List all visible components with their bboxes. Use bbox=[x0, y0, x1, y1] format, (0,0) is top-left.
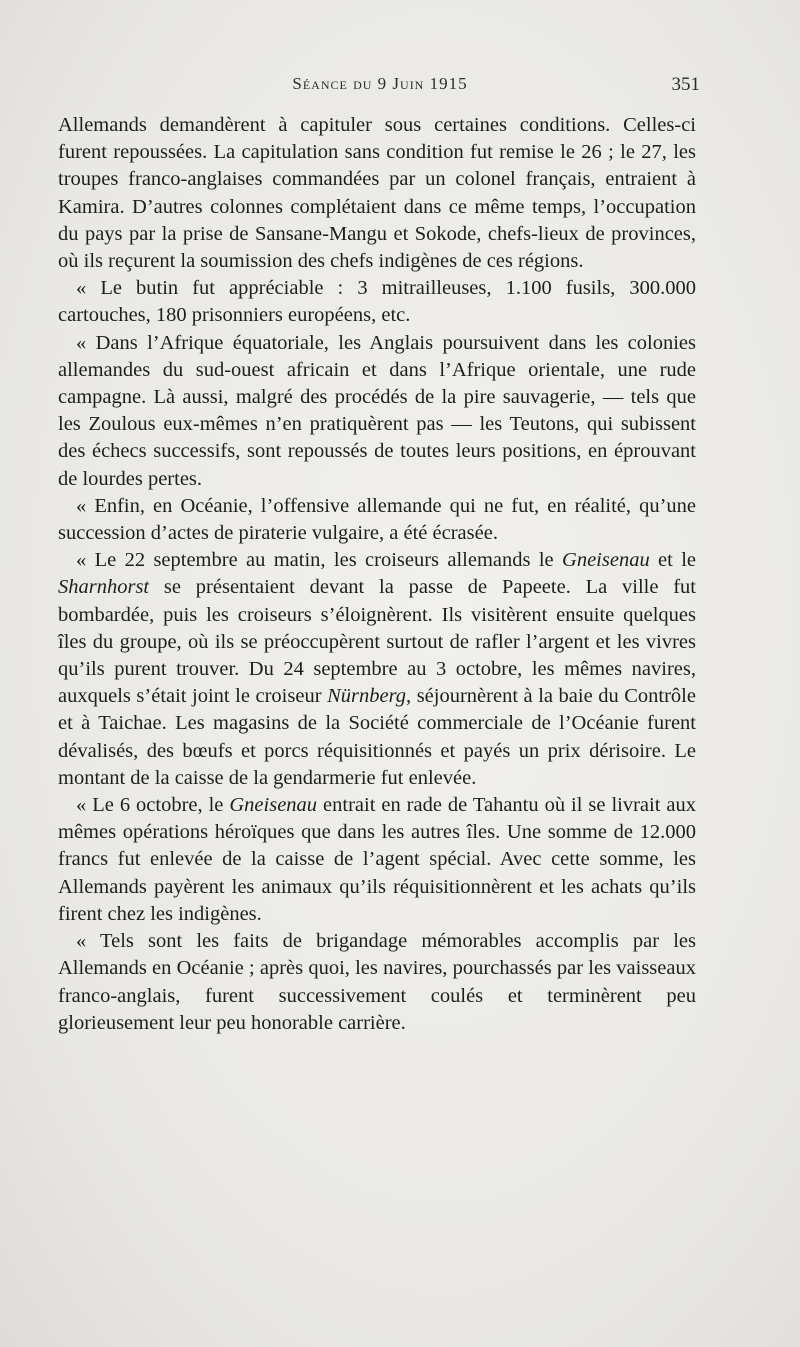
text-run: « Le 22 septembre au matin, les croiseurs allemands le bbox=[76, 549, 563, 572]
ship-name: Sharnhorst bbox=[58, 576, 150, 599]
paragraph bbox=[58, 928, 696, 1037]
page-number: 351 bbox=[671, 74, 700, 95]
text-run: « Le 6 octobre, le bbox=[76, 794, 230, 817]
running-title: Séance du 9 Juin 1915 bbox=[292, 74, 468, 93]
ship-name: Gneisenau bbox=[229, 794, 318, 817]
text-run: , séjournèrent à la baie du Contrôle et à Taichae. Les magasins de la Société commerciale de l’Océanie furent dévalisés, des bœufs et porcs réquisitionnés et payés un prix dérisoire. Le montant de la caisse de la gendarmerie fut enlevée. bbox=[58, 685, 696, 789]
paragraph bbox=[58, 275, 696, 329]
text-run: « Enfin, en Océanie, l’offensive allemande qui ne fut, en réalité, qu’une succession d’actes de piraterie vulgaire, a été écrasée. bbox=[58, 494, 696, 545]
paragraph bbox=[58, 112, 696, 275]
text-run: se présentaient devant la passe de Papeete. La ville fut bombardée, puis les croiseurs s’éloignèrent. Ils visitèrent ensuite quelques îles du groupe, où ils se préoccupèrent surtout de rafler l’argent et les vivres qu’ils purent trouver. Du 24 septembre au 3 octobre, les mêmes navires, auxquels s’était joint le croiseur bbox=[58, 576, 696, 708]
paragraph bbox=[58, 547, 696, 792]
page-header bbox=[60, 74, 700, 104]
text-run: et le bbox=[649, 549, 697, 572]
ship-name: Nürnberg bbox=[327, 685, 407, 708]
body-text bbox=[58, 112, 696, 1037]
text-run: entrait en rade de Tahantu où il se livrait aux mêmes opérations héroïques que dans les autres îles. Une somme de 12.000 francs fut enlevée de la caisse de l’agent spécial. Avec cette somme, les Allemands payèrent les animaux qu’ils réquisitionnèrent et les achats qu’ils firent chez les indigènes. bbox=[58, 794, 696, 925]
paragraph bbox=[58, 330, 696, 493]
paragraph bbox=[58, 493, 696, 547]
paragraph bbox=[58, 792, 696, 928]
text-run: « Le butin fut appréciable : 3 mitrailleuses, 1.100 fusils, 300.000 cartouches, 180 prisonniers européens, etc. bbox=[58, 277, 696, 327]
text-run: Allemands demandèrent à capituler sous certaines conditions. Celles-ci furent repoussées. La capitulation sans condition fut remise le 26 ; le 27, les troupes franco-anglaises commandées par un colonel français, entraient à Kamira. D’autres colonnes complétaient dans ce même temps, l’occupation du pays par la prise de Sansane-Mangu et Sokode, chefs-lieux de provinces, où ils reçurent la soumission des chefs indigènes de ces régions. bbox=[58, 114, 696, 273]
ship-name: Gneisenau bbox=[562, 549, 650, 572]
text-run: « Dans l’Afrique équatoriale, les Anglais poursuivent dans les colonies allemandes du sud-ouest africain et dans l’Afrique orientale, une rude campagne. Là aussi, malgré des procédés de la pire sauvagerie, — tels que les Zoulous eux-mêmes n’en pratiquèrent pas — les Teutons, qui subissent des échecs successifs, sont repoussés de toutes leurs positions, en éprouvant de lourdes pertes. bbox=[58, 331, 696, 490]
text-run: « Tels sont les faits de brigandage mémorables accomplis par les Allemands en Océanie ; après quoi, les navires, pourchassés par les vaisseaux franco-anglais, furent successivement coulés et terminèrent peu glorieusement leur peu honorable carrière. bbox=[58, 930, 696, 1034]
